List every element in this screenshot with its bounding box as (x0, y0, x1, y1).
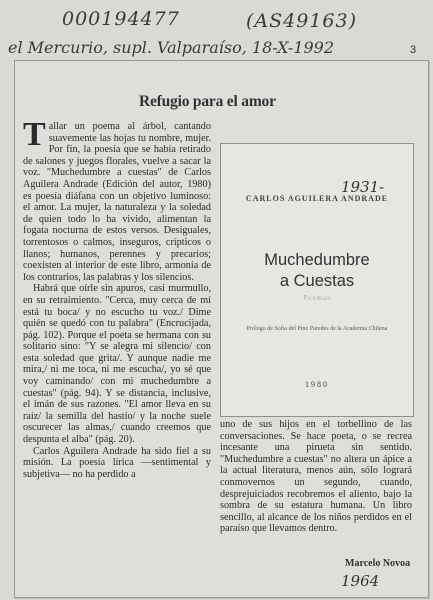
book-author: CARLOS AGUILERA ANDRADE (245, 194, 389, 203)
article-paragraph-3: Carlos Aguilera Andrade ha sido fiel a su misión. La poesía lírica —sentimental y subjetiva— no ha perdido a (23, 445, 211, 480)
page-number: 3 (410, 44, 417, 56)
handwritten-id-number: 000194477 (62, 8, 180, 30)
book-title: Muchedumbre a Cuestas (264, 251, 370, 290)
article-author: Marcelo Novoa (345, 558, 411, 569)
article-paragraph-2: Habrá que oírle sin apuros, casi murmullo, en su retraimiento. "Cerca, muy cerca de mí está tu boca/ y no escucho tu voz./ Dime quién se quedó con tu palabra" (Encrucijada, pág. 102). Porque el poeta se hermana con su solitario sino: "Y se alegra mi silencio/ con esta soledad que grita/. Y aunque nadie me mira,/ ni me toca, ni me escucha/, yo sé que voy caminando/ con mi muchedumbre a cuestas" (pág. 94). Y se distancia, inclusive, el imán de sus razones. "El amor lleva en su raíz/ la semilla del hastío/ y la noche suele oscurecer las almas,/ cuando creemos que despunta el alba" (pág. 20). (23, 283, 211, 446)
handwritten-reference-number: (AS49163) (246, 10, 358, 32)
handwritten-birth-year: 1931- (341, 178, 385, 196)
article-column-left (23, 116, 211, 480)
drop-cap: T (23, 116, 46, 153)
book-genre: Poemas (303, 294, 331, 302)
article-column-right (220, 419, 412, 535)
article-paragraph-1: Tallar un poema al árbol, cantando suavemente las hojas tu nombre, mujer. Por fin, la poesía que se había retirado de salones y juegos florales, vuelve a sacar la voz. "Muchedumbre a cuestas" de Carlos Aguilera Andrade (Edición del autor, 1980) es poesía diáfana con un objetivo luminoso: el amor. La mujer, la naturaleza y la soledad de quien todo lo ha vivido, alimentan la fogata nocturna de estos versos. Desiguales, torrentosos o calmos, inseguros, crípticos o llanos; humanos, perennes y precarios; coexisten al interior de este libro, armonía de los contrarios, las palabras y los silencios. (23, 116, 211, 283)
book-year: 1980 (305, 380, 329, 389)
article-paragraph-4: uno de sus hijos en el torbellino de las conversaciones. Se hace poeta, o se recrea incesante una pirueta sin sentido. "Muchedumbre a cuestas" no altera un ápice a la actual literatura, menos aún, sólo logrará conmovernos un segundo, cuando, desprejuiciados recobremos el aliento, bajo la sombra de su estatura humana. Un libro sencillo, al alcance de los niños perdidos en el paraíso que llevamos dentro. (220, 419, 412, 535)
newspaper-clipping (14, 60, 429, 598)
handwritten-source-note: el Mercurio, supl. Valparaíso, 18-X-1992 (8, 38, 335, 57)
book-cover-image (220, 143, 414, 417)
handwritten-footer-year: 1964 (341, 572, 380, 590)
book-prologue: Prólogo de Sofía del Pino Paredes de la Academia Chilena (246, 326, 388, 332)
article-title: Refugio para el amor (139, 93, 276, 110)
